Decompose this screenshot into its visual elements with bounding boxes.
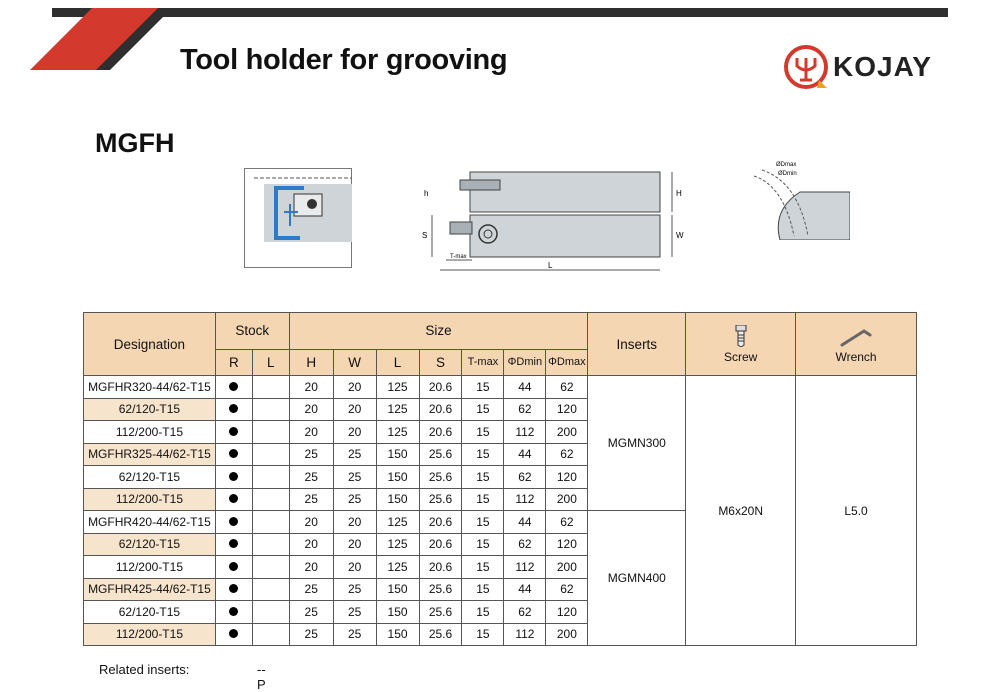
tmax-cell: 15 bbox=[462, 398, 504, 421]
tmax-cell: 15 bbox=[462, 376, 504, 399]
in-stock-dot-icon bbox=[229, 517, 238, 526]
dim-tmax-label: T-max bbox=[450, 254, 467, 260]
s-cell: 25.6 bbox=[419, 601, 462, 624]
header-dmin: ΦDmin bbox=[504, 349, 546, 375]
tmax-cell: 15 bbox=[462, 421, 504, 444]
stock-l-cell bbox=[252, 421, 289, 444]
screw-cell: M6x20N bbox=[686, 376, 796, 646]
stock-l-cell bbox=[252, 466, 289, 489]
dmin-cell: 62 bbox=[504, 466, 546, 489]
designation-cell: 62/120-T15 bbox=[84, 533, 216, 556]
tmax-cell: 15 bbox=[462, 443, 504, 466]
tool-holder-dimension-diagram bbox=[420, 160, 690, 280]
inserts-cell: MGMN400 bbox=[588, 511, 686, 646]
in-stock-dot-icon bbox=[229, 539, 238, 548]
header-wrench bbox=[796, 313, 917, 376]
stock-r-cell bbox=[215, 533, 252, 556]
dmin-cell: 112 bbox=[504, 488, 546, 511]
in-stock-dot-icon bbox=[229, 629, 238, 638]
w-cell: 25 bbox=[333, 601, 376, 624]
model-code: MGFH bbox=[95, 128, 175, 158]
s-cell: 25.6 bbox=[419, 466, 462, 489]
brand-name: KOJAY bbox=[833, 51, 932, 82]
stock-l-cell bbox=[252, 511, 289, 534]
h-cell: 25 bbox=[289, 466, 333, 489]
stock-r-cell bbox=[215, 466, 252, 489]
dmax-cell: 200 bbox=[546, 623, 588, 646]
header-dmax: ΦDmax bbox=[546, 349, 588, 375]
l-cell: 150 bbox=[376, 443, 419, 466]
dim-dmin-label: ØDmin bbox=[778, 171, 797, 177]
in-stock-dot-icon bbox=[229, 449, 238, 458]
l-cell: 150 bbox=[376, 601, 419, 624]
in-stock-dot-icon bbox=[229, 472, 238, 481]
l-cell: 125 bbox=[376, 533, 419, 556]
header-size: Size bbox=[289, 313, 588, 350]
s-cell: 20.6 bbox=[419, 556, 462, 579]
s-cell: 25.6 bbox=[419, 443, 462, 466]
in-stock-dot-icon bbox=[229, 382, 238, 391]
dmax-cell: 62 bbox=[546, 511, 588, 534]
tmax-cell: 15 bbox=[462, 511, 504, 534]
dim-dmax-label: ØDmax bbox=[776, 162, 797, 168]
w-cell: 20 bbox=[333, 556, 376, 579]
dmax-cell: 120 bbox=[546, 601, 588, 624]
w-cell: 25 bbox=[333, 623, 376, 646]
designation-cell: 62/120-T15 bbox=[84, 398, 216, 421]
w-cell: 25 bbox=[333, 578, 376, 601]
stock-l-cell bbox=[252, 556, 289, 579]
stock-r-cell bbox=[215, 398, 252, 421]
dmax-cell: 62 bbox=[546, 376, 588, 399]
header-r: R bbox=[215, 349, 252, 375]
w-cell: 20 bbox=[333, 421, 376, 444]
dim-H-label: H bbox=[676, 189, 682, 198]
stock-l-cell bbox=[252, 443, 289, 466]
header-designation: Designation bbox=[84, 313, 216, 376]
stock-r-cell bbox=[215, 511, 252, 534]
stock-r-cell bbox=[215, 578, 252, 601]
inserts-cell: MGMN300 bbox=[588, 376, 686, 511]
stock-r-cell bbox=[215, 376, 252, 399]
stock-r-cell bbox=[215, 488, 252, 511]
h-cell: 20 bbox=[289, 421, 333, 444]
tmax-cell: 15 bbox=[462, 466, 504, 489]
h-cell: 25 bbox=[289, 443, 333, 466]
dmax-cell: 120 bbox=[546, 398, 588, 421]
header-accent-slash bbox=[30, 8, 170, 70]
related-value: --P bbox=[257, 662, 266, 692]
dmax-cell: 120 bbox=[546, 466, 588, 489]
spec-table bbox=[83, 312, 917, 646]
designation-cell: 112/200-T15 bbox=[84, 556, 216, 579]
page-title: Tool holder for grooving bbox=[180, 44, 508, 76]
l-cell: 150 bbox=[376, 578, 419, 601]
dmin-cell: 62 bbox=[504, 601, 546, 624]
brand-logo bbox=[783, 42, 953, 92]
tmax-cell: 15 bbox=[462, 488, 504, 511]
l-cell: 125 bbox=[376, 556, 419, 579]
h-cell: 20 bbox=[289, 556, 333, 579]
header-screw bbox=[686, 313, 796, 376]
wrench-icon bbox=[840, 325, 872, 347]
l-cell: 150 bbox=[376, 623, 419, 646]
stock-l-cell bbox=[252, 488, 289, 511]
in-stock-dot-icon bbox=[229, 427, 238, 436]
designation-cell: 62/120-T15 bbox=[84, 466, 216, 489]
dim-L-label: L bbox=[548, 261, 553, 270]
s-cell: 20.6 bbox=[419, 376, 462, 399]
wrench-label: Wrench bbox=[835, 349, 877, 364]
dmin-cell: 44 bbox=[504, 578, 546, 601]
l-cell: 150 bbox=[376, 466, 419, 489]
header-w: W bbox=[333, 349, 376, 375]
screw-label: Screw bbox=[723, 349, 758, 364]
stock-r-cell bbox=[215, 623, 252, 646]
face-groove-diagram bbox=[740, 160, 850, 240]
header-l: L bbox=[252, 349, 289, 375]
s-cell: 20.6 bbox=[419, 533, 462, 556]
stock-r-cell bbox=[215, 443, 252, 466]
dmax-cell: 200 bbox=[546, 488, 588, 511]
header-bar bbox=[52, 8, 948, 17]
dmin-cell: 62 bbox=[504, 398, 546, 421]
h-cell: 25 bbox=[289, 601, 333, 624]
designation-cell: MGFHR420-44/62-T15 bbox=[84, 511, 216, 534]
w-cell: 20 bbox=[333, 533, 376, 556]
dmin-cell: 112 bbox=[504, 421, 546, 444]
header-h: H bbox=[289, 349, 333, 375]
h-cell: 20 bbox=[289, 376, 333, 399]
designation-cell: 112/200-T15 bbox=[84, 623, 216, 646]
dmax-cell: 62 bbox=[546, 578, 588, 601]
l-cell: 150 bbox=[376, 488, 419, 511]
l-cell: 125 bbox=[376, 511, 419, 534]
h-cell: 20 bbox=[289, 533, 333, 556]
dmin-cell: 62 bbox=[504, 533, 546, 556]
front-view-diagram bbox=[244, 168, 352, 268]
tmax-cell: 15 bbox=[462, 623, 504, 646]
wrench-cell: L5.0 bbox=[796, 376, 917, 646]
header-s: S bbox=[419, 349, 462, 375]
dmin-cell: 44 bbox=[504, 376, 546, 399]
designation-cell: MGFHR320-44/62-T15 bbox=[84, 376, 216, 399]
designation-cell: 112/200-T15 bbox=[84, 421, 216, 444]
l-cell: 125 bbox=[376, 398, 419, 421]
designation-cell: 62/120-T15 bbox=[84, 601, 216, 624]
dim-h-label: h bbox=[424, 189, 429, 198]
l-cell: 125 bbox=[376, 376, 419, 399]
in-stock-dot-icon bbox=[229, 584, 238, 593]
in-stock-dot-icon bbox=[229, 562, 238, 571]
designation-cell: MGFHR425-44/62-T15 bbox=[84, 578, 216, 601]
w-cell: 20 bbox=[333, 511, 376, 534]
stock-l-cell bbox=[252, 578, 289, 601]
h-cell: 25 bbox=[289, 488, 333, 511]
s-cell: 25.6 bbox=[419, 578, 462, 601]
dim-W-label: W bbox=[676, 231, 684, 240]
stock-l-cell bbox=[252, 376, 289, 399]
dmax-cell: 120 bbox=[546, 533, 588, 556]
w-cell: 25 bbox=[333, 443, 376, 466]
stock-r-cell bbox=[215, 421, 252, 444]
tmax-cell: 15 bbox=[462, 601, 504, 624]
h-cell: 20 bbox=[289, 511, 333, 534]
dmin-cell: 112 bbox=[504, 623, 546, 646]
dmax-cell: 200 bbox=[546, 556, 588, 579]
h-cell: 25 bbox=[289, 623, 333, 646]
tmax-cell: 15 bbox=[462, 556, 504, 579]
header-tmax: T-max bbox=[462, 349, 504, 375]
h-cell: 20 bbox=[289, 398, 333, 421]
dmin-cell: 112 bbox=[504, 556, 546, 579]
dmax-cell: 62 bbox=[546, 443, 588, 466]
stock-l-cell bbox=[252, 623, 289, 646]
tmax-cell: 15 bbox=[462, 578, 504, 601]
s-cell: 25.6 bbox=[419, 623, 462, 646]
s-cell: 20.6 bbox=[419, 511, 462, 534]
h-cell: 25 bbox=[289, 578, 333, 601]
l-cell: 125 bbox=[376, 421, 419, 444]
dmax-cell: 200 bbox=[546, 421, 588, 444]
w-cell: 20 bbox=[333, 376, 376, 399]
stock-r-cell bbox=[215, 601, 252, 624]
stock-r-cell bbox=[215, 556, 252, 579]
header-inserts: Inserts bbox=[588, 313, 686, 376]
stock-l-cell bbox=[252, 601, 289, 624]
designation-cell: MGFHR325-44/62-T15 bbox=[84, 443, 216, 466]
related-inserts bbox=[99, 662, 266, 692]
w-cell: 25 bbox=[333, 466, 376, 489]
in-stock-dot-icon bbox=[229, 494, 238, 503]
dmin-cell: 44 bbox=[504, 443, 546, 466]
stock-l-cell bbox=[252, 398, 289, 421]
header-stock: Stock bbox=[215, 313, 289, 350]
tmax-cell: 15 bbox=[462, 533, 504, 556]
s-cell: 25.6 bbox=[419, 488, 462, 511]
s-cell: 20.6 bbox=[419, 398, 462, 421]
table-row bbox=[84, 376, 917, 399]
dim-S-label: S bbox=[422, 231, 428, 240]
in-stock-dot-icon bbox=[229, 607, 238, 616]
in-stock-dot-icon bbox=[229, 404, 238, 413]
header-length: L bbox=[376, 349, 419, 375]
related-label: Related inserts: bbox=[99, 662, 190, 677]
s-cell: 20.6 bbox=[419, 421, 462, 444]
brand-emblem-icon bbox=[783, 44, 829, 90]
stock-l-cell bbox=[252, 533, 289, 556]
screw-icon bbox=[734, 325, 748, 347]
w-cell: 25 bbox=[333, 488, 376, 511]
w-cell: 20 bbox=[333, 398, 376, 421]
dmin-cell: 44 bbox=[504, 511, 546, 534]
designation-cell: 112/200-T15 bbox=[84, 488, 216, 511]
